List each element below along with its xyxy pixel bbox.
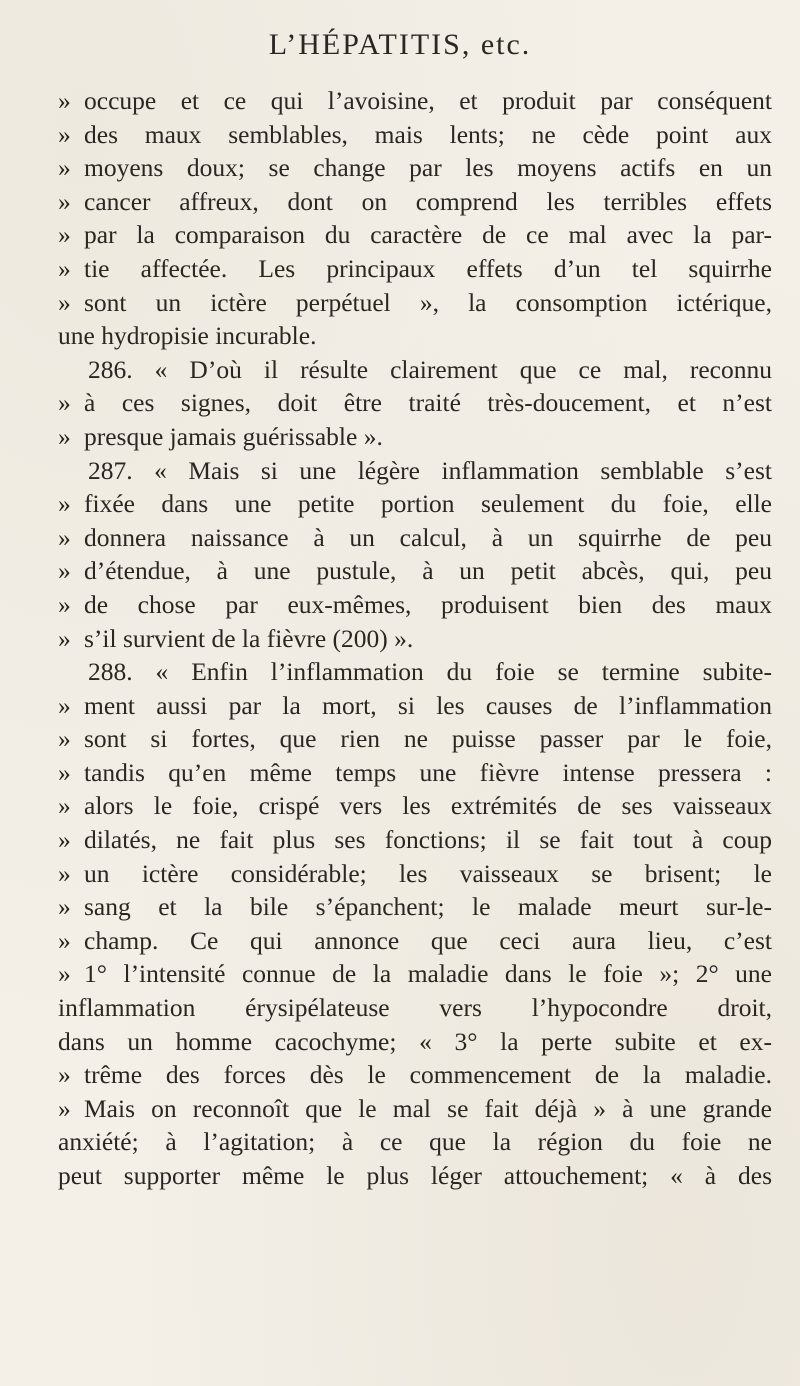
line-text: 286. « D’où il résulte clairement que ce mal, reconnu [88, 354, 772, 384]
text-line [58, 1092, 772, 1126]
text-line [58, 420, 772, 454]
line-text: moyens doux; se change par les moyens actifs en un [84, 153, 772, 183]
quote-mark: » [58, 556, 71, 586]
line-text: donnera naissance à un calcul, à un squirrhe de peu [84, 522, 772, 552]
text-line [58, 218, 772, 252]
text-line [58, 957, 772, 991]
quote-mark: » [58, 757, 71, 787]
text-line [58, 1025, 772, 1059]
quote-mark: » [58, 589, 71, 619]
quote-mark: » [58, 791, 71, 821]
quote-mark: » [58, 220, 71, 250]
line-text: inflammation érysipélateuse vers l’hypocondre droit, [58, 993, 772, 1023]
text-line [58, 1125, 772, 1159]
quote-mark: » [58, 825, 71, 855]
line-text: une hydropisie incurable. [58, 321, 317, 351]
line-text: des maux semblables, mais lents; ne cède point aux [84, 119, 772, 149]
text-line [58, 655, 772, 689]
line-text: 288. « Enfin l’inflammation du foie se termine subite- [88, 657, 772, 687]
text-line [58, 554, 772, 588]
line-text: tandis qu’en même temps une fièvre intense pressera : [84, 757, 772, 787]
line-text: sang et la bile s’épanchent; le malade meurt sur-le- [84, 892, 772, 922]
text-line [58, 521, 772, 555]
line-text: trême des forces dès le commencement de la maladie. [84, 1060, 772, 1090]
text-line [58, 789, 772, 823]
quote-mark: » [58, 690, 71, 720]
text-line [58, 386, 772, 420]
text-line [58, 487, 772, 521]
quote-mark: » [58, 724, 71, 754]
quote-mark: » [58, 119, 71, 149]
line-text: d’étendue, à une pustule, à un petit abcès, qui, peu [84, 556, 772, 586]
text-line [58, 722, 772, 756]
quote-mark: » [58, 153, 71, 183]
line-text: par la comparaison du caractère de ce mal avec la par- [84, 220, 772, 250]
text-line [58, 84, 772, 118]
line-text: anxiété; à l’agitation; à ce que la région du foie ne [58, 1127, 772, 1157]
line-text: Mais on reconnoît que le mal se fait déjà » à une grande [84, 1093, 772, 1123]
text-line [58, 185, 772, 219]
text-line [58, 118, 772, 152]
line-text: presque jamais guérissable ». [84, 421, 383, 451]
text-line [58, 991, 772, 1025]
line-text: cancer affreux, dont on comprend les terribles effets [84, 186, 772, 216]
quote-mark: » [58, 86, 71, 115]
text-line [58, 756, 772, 790]
line-text: ment aussi par la mort, si les causes de l’inflammation [84, 690, 772, 720]
line-text: dilatés, ne fait plus ses fonctions; il se fait tout à coup [84, 825, 772, 855]
line-text: s’il survient de la fièvre (200) ». [84, 623, 414, 653]
line-text: sont un ictère perpétuel », la consomption ictérique, [84, 287, 772, 317]
text-line [58, 689, 772, 723]
running-head: L’HÉPATITIS, etc. [268, 28, 532, 61]
text-line [58, 588, 772, 622]
line-text: champ. Ce qui annonce que ceci aura lieu, c’est [84, 925, 772, 955]
quote-mark: » [58, 489, 71, 519]
text-line [58, 857, 772, 891]
line-text: occupe et ce qui l’avoisine, et produit par conséquent [84, 86, 772, 115]
text-line [58, 454, 772, 488]
text-line [58, 823, 772, 857]
quote-mark: » [58, 1093, 71, 1123]
quote-mark: » [58, 1060, 71, 1090]
line-text: à ces signes, doit être traité très-doucement, et n’est [84, 388, 772, 418]
text-line [58, 622, 772, 656]
line-text: 1° l’intensité connue de la maladie dans le foie »; 2° une [84, 959, 772, 989]
quote-mark: » [58, 925, 71, 955]
line-text: fixée dans une petite portion seulement du foie, elle [84, 489, 772, 519]
quote-mark: » [58, 253, 71, 283]
text-line [58, 1159, 772, 1193]
quote-mark: » [58, 186, 71, 216]
quote-mark: » [58, 959, 71, 989]
line-text: peut supporter même le plus léger attouchement; « à des [58, 1161, 772, 1190]
text-line [58, 1058, 772, 1092]
text-line [58, 252, 772, 286]
line-text: un ictère considérable; les vaisseaux se brisent; le [84, 858, 772, 888]
text-line [58, 319, 772, 353]
body-text [58, 84, 772, 1193]
quote-mark: » [58, 287, 71, 317]
text-line [58, 924, 772, 958]
line-text: de chose par eux-mêmes, produisent bien des maux [84, 589, 772, 619]
line-text: sont si fortes, que rien ne puisse passer par le foie, [84, 724, 772, 754]
line-text: dans un homme cacochyme; « 3° la perte subite et ex- [58, 1026, 772, 1056]
text-line [58, 890, 772, 924]
quote-mark: » [58, 858, 71, 888]
line-text: 287. « Mais si une légère inflammation semblable s’est [88, 455, 772, 485]
quote-mark: » [58, 421, 71, 451]
text-line [58, 353, 772, 387]
text-line [58, 286, 772, 320]
line-text: tie affectée. Les principaux effets d’un tel squirrhe [84, 253, 772, 283]
text-line [58, 151, 772, 185]
quote-mark: » [58, 623, 71, 653]
quote-mark: » [58, 388, 71, 418]
quote-mark: » [58, 892, 71, 922]
line-text: alors le foie, crispé vers les extrémités de ses vaisseaux [84, 791, 772, 821]
quote-mark: » [58, 522, 71, 552]
